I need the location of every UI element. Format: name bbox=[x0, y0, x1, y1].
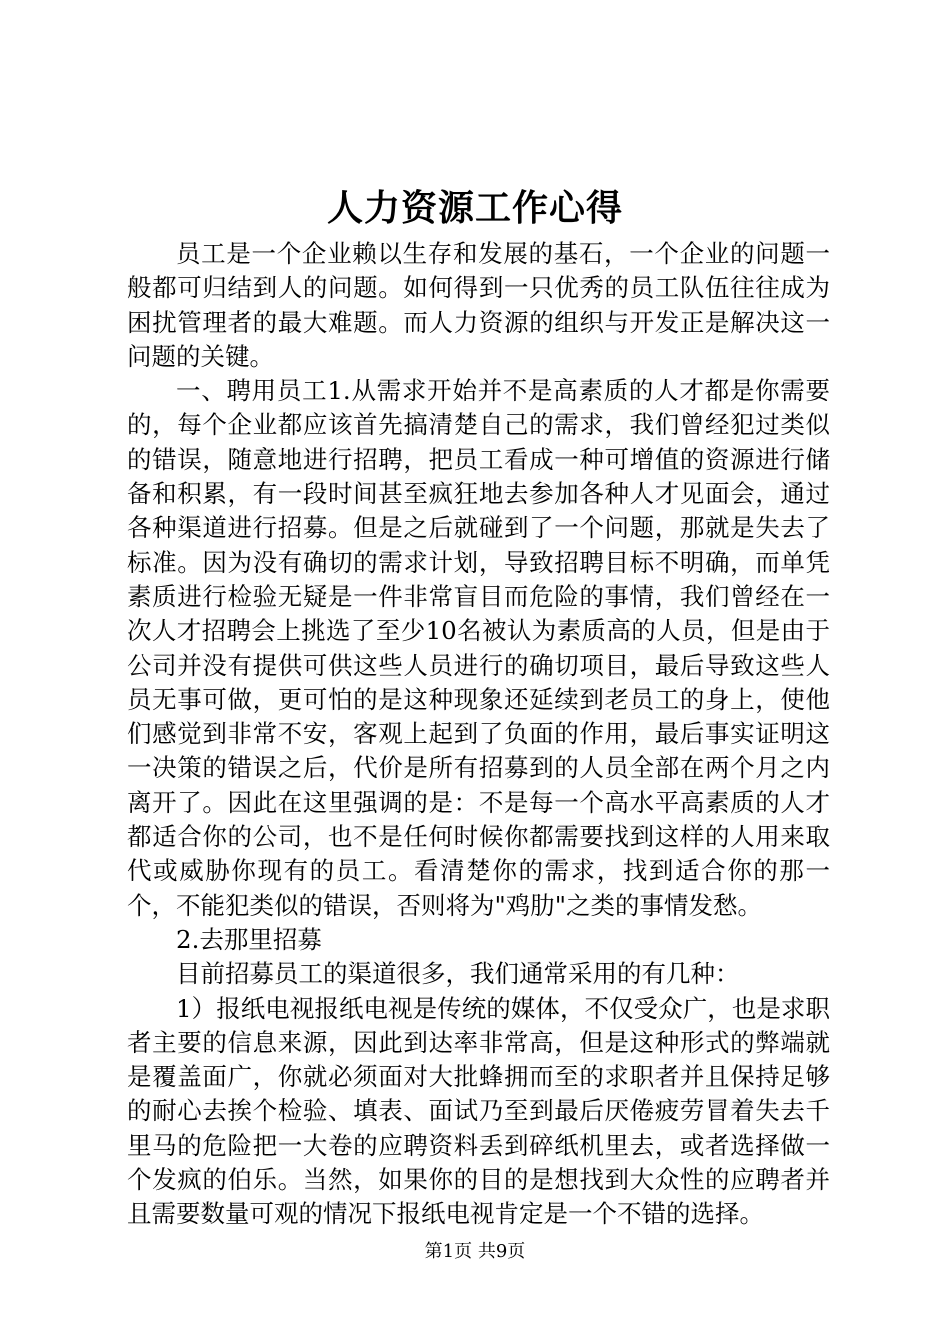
paragraph-hiring: 一、聘用员工1.从需求开始并不是高素质的人才都是你需要的，每个企业都应该首先搞清楚自己的需求，我们曾经犯过类似的错误，随意地进行招聘，把员工看成一种可增值的资源进行储备和积累，有一段时间甚至疯狂地去参加各种人才见面会，通过各种渠道进行招募。但是之后就碰到了一个问题，那就是失去了标准。因为没有确切的需求计划，导致招聘目标不明确，而单凭素质进行检验无疑是一件非常盲目而危险的事情，我们曾经在一次人才招聘会上挑选了至少10名被认为素质高的人员，但是由于公司并没有提供可供这些人员进行的确切项目，最后导致这些人员无事可做，更可怕的是这种现象还延续到老员工的身上，使他们感觉到非常不安，客观上起到了负面的作用，最后事实证明这一决策的错误之后，代价是所有招募到的人员全部在两个月之内离开了。因此在这里强调的是：不是每一个高水平高素质的人才都适合你的公司，也不是任何时候你都需要找到这样的人用来取代或威胁你现有的员工。看清楚你的需求，找到适合你的那一个，不能犯类似的错误，否则将为"鸡肋"之类的事情发愁。 bbox=[127, 376, 830, 920]
paragraph-intro: 员工是一个企业赖以生存和发展的基石，一个企业的问题一般都可归结到人的问题。如何得到一只优秀的员工队伍往往成为困扰管理者的最大难题。而人力资源的组织与开发正是解决这一问题的关键。 bbox=[127, 239, 830, 371]
paragraph-channels: 目前招募员工的渠道很多，我们通常采用的有几种： bbox=[176, 959, 740, 989]
document-body bbox=[127, 237, 830, 1232]
paragraph-where-recruit: 2.去那里招募 bbox=[176, 924, 322, 954]
page-footer: 第1页 共9页 bbox=[424, 1241, 526, 1262]
paragraph-newspaper-tv: 1）报纸电视报纸电视是传统的媒体，不仅受众广，也是求职者主要的信息来源，因此到达率非常高，但是这种形式的弊端就是覆盖面广，你就必须面对大批蜂拥而至的求职者并且保持足够的耐心去挨个检验、填表、面试乃至到最后厌倦疲劳冒着失去千里马的危险把一大卷的应聘资料丢到碎纸机里去，或者选择做一个发疯的伯乐。当然，如果你的目的是想找到大众性的应聘者并且需要数量可观的情况下报纸电视肯定是一个不错的选择。 bbox=[127, 993, 830, 1229]
document-title: 人力资源工作心得 bbox=[326, 187, 623, 229]
